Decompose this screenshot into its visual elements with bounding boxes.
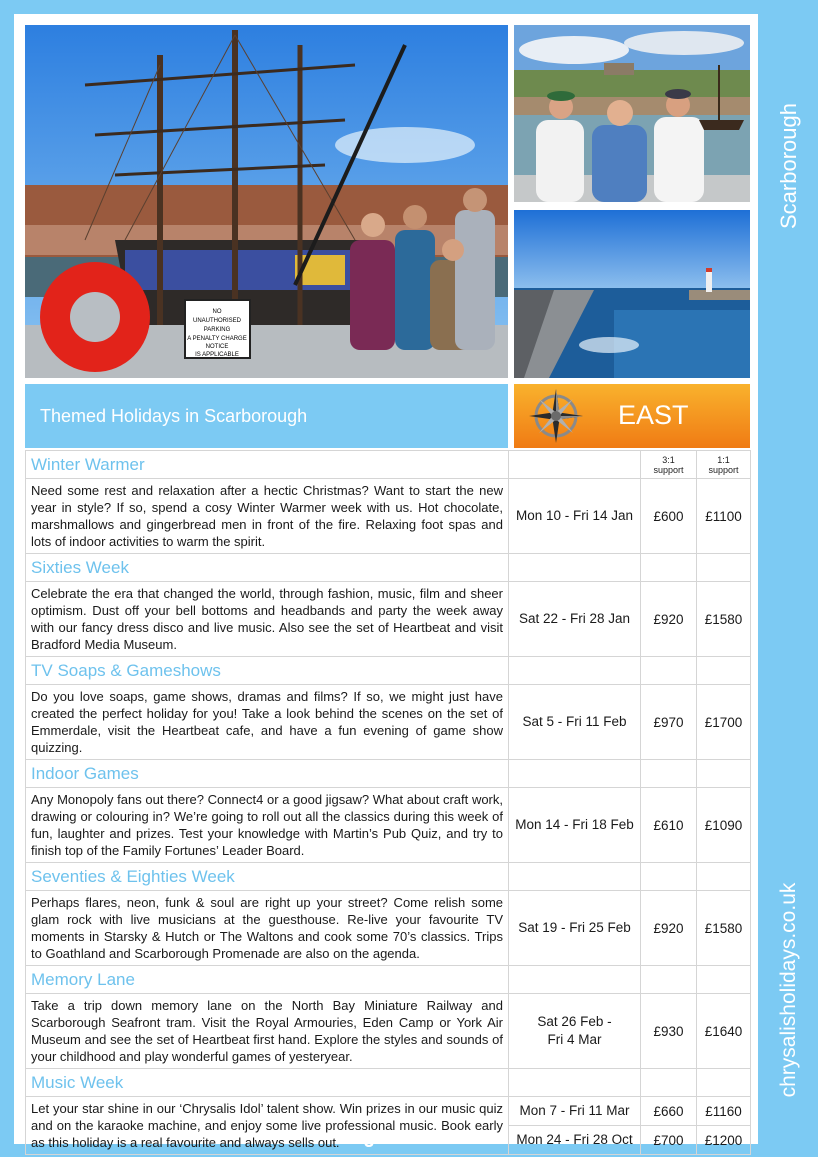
holiday-description: Take a trip down memory lane on the North Bay Miniature Railway and Scarborough Seafront tram. Visit the Royal Armouries, Eden Camp or York Air Museum and see the set of Heartbeat first hand. Explore the styles and sounds of your childhood and play wonderful games of yesteryear. [26,994,509,1069]
support-3-1-header: 3:1 support [641,451,697,479]
sign-line-3: PARKING [203,327,231,333]
table-row [26,657,751,685]
table-row [26,1069,751,1097]
price-3-1: £610 [641,788,697,863]
holiday-dates: Sat 5 - Fri 11 Feb [509,685,641,760]
website-side-label: chrysalisholidays.co.uk [777,882,800,1098]
holiday-dates: Sat 22 - Fri 28 Jan [509,582,641,657]
table-row [26,451,751,479]
holiday-description: Need some rest and relaxation after a hectic Christmas? Want to start the new year in style? If so, spend a cosy Winter Warmer week with us. Hot chocolate, marshmallows and gingerbread men in front of the fire. Relaxing foot spas and lots of indoor activities to warm the spirit. [26,479,509,554]
price-3-1: £970 [641,685,697,760]
price-3-1: £660 [641,1097,697,1126]
table-row [26,788,751,863]
table-row [26,685,751,760]
price-1-1: £1580 [697,891,751,966]
price-3-1: £700 [641,1126,697,1155]
whitby-harbour-group-photo [514,25,750,202]
price-3-1: £600 [641,479,697,554]
sign-line-4: A PENALTY CHARGE [187,336,247,342]
holiday-title: Indoor Games [26,760,509,788]
holiday-description: Let your star shine in our ‘Chrysalis Idol’ talent show. Win prizes in our music quiz and on the karaoke machine, and enjoy some live professional music. Book early as this holiday is a real favourite and always sells out. [26,1097,509,1155]
holiday-description: Celebrate the era that changed the world, through fashion, music, film and sheer optimism. Dust off your bell bottoms and headbands and party the week away with our fancy dress disco and live music. Also see the set of Heartbeat and visit Bradford Media Museum. [26,582,509,657]
holiday-dates: Mon 10 - Fri 14 Jan [509,479,641,554]
table-row [26,479,751,554]
themed-holidays-banner [25,384,508,448]
holiday-title: Winter Warmer [26,451,509,479]
page-number: 3 [363,1131,374,1151]
price-1-1: £1200 [697,1126,751,1155]
price-3-1: £920 [641,891,697,966]
price-1-1: £1640 [697,994,751,1069]
table-row [26,554,751,582]
price-1-1: £1090 [697,788,751,863]
holiday-dates: Mon 7 - Fri 11 Mar [509,1097,641,1126]
compass-icon [527,387,585,445]
table-row [26,863,751,891]
region-side-label: Scarborough [776,103,801,229]
holiday-description: Any Monopoly fans out there? Connect4 or a good jigsaw? What about craft work, drawing or colouring in? We’re going to roll out all the classics during this week of fun, laughter and prizes. Test your knowledge with Martin’s Pub Quiz, and try to finish top of the Family Fortunes’ Leader Board. [26,788,509,863]
sign-line-5: NOTICE [205,344,229,350]
sign-line-2: UNAUTHORISED [192,318,242,324]
holiday-dates: Mon 14 - Fri 18 Feb [509,788,641,863]
holiday-title: Seventies & Eighties Week [26,863,509,891]
support-1-1-header: 1:1 support [697,451,751,479]
holiday-title: Sixties Week [26,554,509,582]
table-row [26,1097,751,1126]
table-row [26,966,751,994]
region-badge [514,384,750,448]
page-frame-top [0,0,760,14]
price-1-1: £1100 [697,479,751,554]
sign-line-1: NO [212,309,222,315]
holiday-title: Music Week [26,1069,509,1097]
holiday-title: Memory Lane [26,966,509,994]
banner-title: Themed Holidays in Scarborough [40,406,308,426]
table-row [26,994,751,1069]
region-label: EAST [618,400,689,430]
holiday-title: TV Soaps & Gameshows [26,657,509,685]
pirate-ship-group-photo [25,25,508,378]
price-3-1: £930 [641,994,697,1069]
table-row [26,760,751,788]
holiday-dates: Mon 24 - Fri 28 Oct [509,1126,641,1155]
sign-line-6: IS APPLICABLE [195,352,239,358]
table-row [26,582,751,657]
holiday-description: Perhaps flares, neon, funk & soul are right up your street? Come relish some glam rock with live musicians at the guesthouse. Re-live your favourite TV moments in Starsky & Hutch or The Waltons and cook some 70’s classics. Trips to Goathland and Scarborough Promenade are also on the agenda. [26,891,509,966]
table-row [26,891,751,966]
holiday-dates: Sat 19 - Fri 25 Feb [509,891,641,966]
holiday-description: Do you love soaps, game shows, dramas and films? If so, we might just have created the perfect holiday for you! Take a look behind the scenes on the set of Emmerdale, visit the Heartbeat cafe, and have a fun evening of game show quizzing. [26,685,509,760]
price-1-1: £1700 [697,685,751,760]
pier-lighthouse-photo [514,210,750,378]
price-1-1: £1160 [697,1097,751,1126]
page-frame-left [0,0,14,1157]
holiday-dates: Sat 26 Feb - Fri 4 Mar [509,994,641,1069]
holidays-table [25,450,751,1155]
price-3-1: £920 [641,582,697,657]
price-1-1: £1580 [697,582,751,657]
